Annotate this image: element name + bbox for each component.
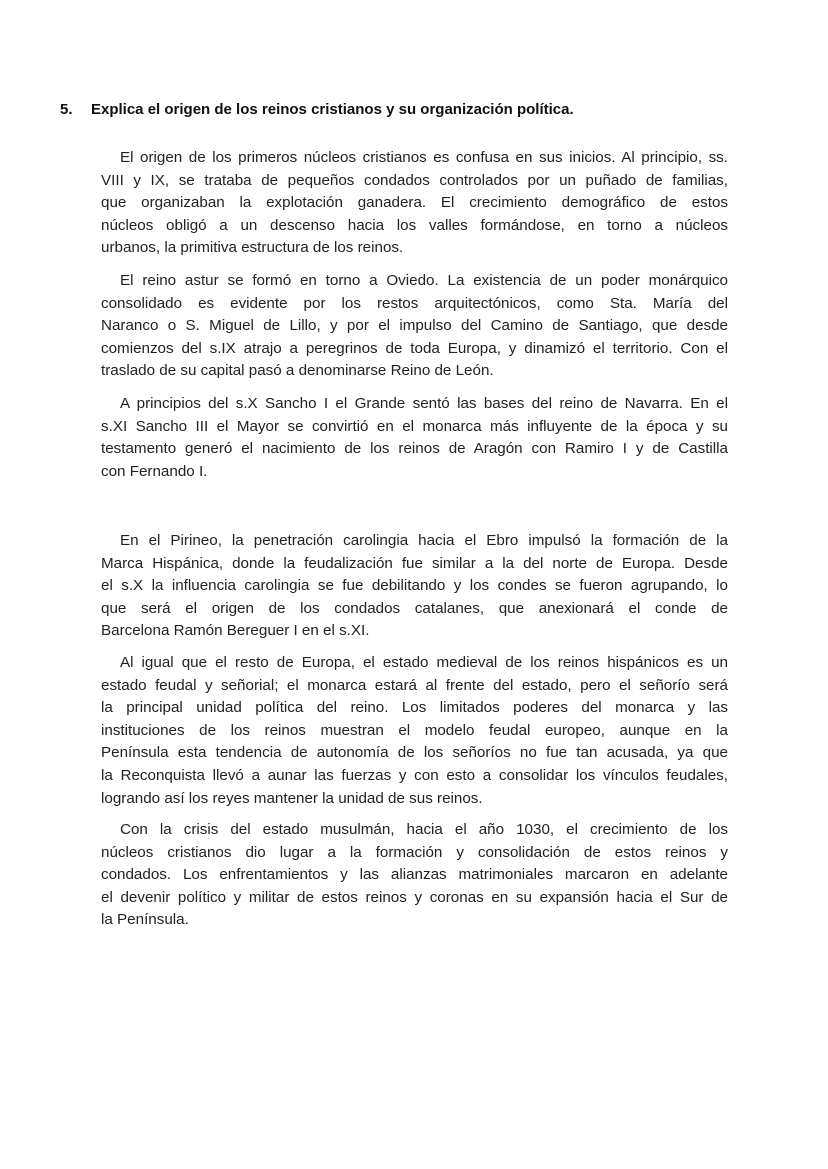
paragraph-line: Barcelona Ramón Bereguer I en el s.XI. xyxy=(101,622,370,640)
paragraph-line: con Fernando I. xyxy=(101,462,208,480)
question-heading xyxy=(60,101,760,118)
paragraph-line: consolidado es evidente por los restos arquitectónicos, como Sta. María del xyxy=(101,294,728,312)
paragraph-line: testamento generó el nacimiento de los reinos de Aragón con Ramiro I y de Castilla xyxy=(101,440,728,458)
paragraph xyxy=(101,147,728,260)
paragraph-line: Marca Hispánica, donde la feudalización fue similar a la del norte de Europa. Desde xyxy=(101,554,728,572)
paragraph-line: En el Pirineo, la penetración carolingia hacia el Ebro impulsó la formación de la xyxy=(120,532,728,549)
paragraph-line: núcleos cristianos dio lugar a la formación y consolidación de estos reinos y xyxy=(101,843,728,861)
paragraph-line: VIII y IX, se trataba de pequeños condados controlados por un puñado de familias, xyxy=(101,171,728,189)
paragraph-line: estado feudal y señorial; el monarca estará al frente del estado, pero el señorío será xyxy=(101,676,728,694)
paragraph xyxy=(101,652,728,810)
paragraph-line: urbanos, la primitiva estructura de los reinos. xyxy=(101,239,404,257)
paragraph-line: el s.X la influencia carolingia se fue debilitando y los condes se fueron agrupando, lo xyxy=(101,577,728,595)
paragraph-line: Península esta tendencia de autonomía de los señoríos no fue tan acusada, ya que xyxy=(101,744,728,762)
question-number: 5. xyxy=(60,101,73,118)
paragraph-line: condados. Los enfrentamientos y las alianzas matrimoniales marcaron en adelante xyxy=(101,866,728,884)
paragraph-line: la Reconquista llevó a aunar las fuerzas y con esto a consolidar los vínculos feudales, xyxy=(101,766,728,784)
paragraph-line: la Península. xyxy=(101,911,189,929)
paragraph-line: traslado de su capital pasó a denominarse Reino de León. xyxy=(101,362,494,380)
paragraph-line: s.XI Sancho III el Mayor se convirtió en el monarca más influyente de la época y su xyxy=(101,417,728,435)
paragraph-line: El origen de los primeros núcleos cristianos es confusa en sus inicios. Al principio, ss. xyxy=(120,149,728,166)
paragraph-line: que organizaban la explotación ganadera. El crecimiento demográfico de estos xyxy=(101,194,728,212)
paragraph-line: logrando así los reyes mantener la unidad de sus reinos. xyxy=(101,789,483,807)
paragraph-line: Naranco o S. Miguel de Lillo, y por el impulso del Camino de Santiago, que desde xyxy=(101,317,728,335)
paragraph-line: Al igual que el resto de Europa, el estado medieval de los reinos hispánicos es un xyxy=(120,654,728,671)
paragraph-line: instituciones de los reinos muestran el modelo feudal europeo, aunque en la xyxy=(101,721,728,739)
question-title: Explica el origen de los reinos cristianos y su organización política. xyxy=(91,101,574,118)
paragraph-line: Con la crisis del estado musulmán, hacia el año 1030, el crecimiento de los xyxy=(120,821,728,838)
paragraph-line: que será el origen de los condados catalanes, que anexionará el conde de xyxy=(101,599,728,617)
paragraph-line: El reino astur se formó en torno a Oviedo. La existencia de un poder monárquico xyxy=(120,272,728,289)
paragraph-line: A principios del s.X Sancho I el Grande sentó las bases del reino de Navarra. En el xyxy=(120,395,728,412)
paragraph xyxy=(101,530,728,643)
paragraph-line: el devenir político y militar de estos reinos y coronas en su expansión hacia el Sur de xyxy=(101,888,728,906)
paragraph xyxy=(101,819,728,932)
paragraph-line: núcleos obligó a un descenso hacia los valles formándose, en torno a núcleos xyxy=(101,216,728,234)
paragraph-line: comienzos del s.IX atrajo a peregrinos de toda Europa, y dinamizó el territorio. Con el xyxy=(101,339,728,357)
paragraph xyxy=(101,393,728,483)
paragraph-line: la principal unidad política del reino. Los limitados poderes del monarca y las xyxy=(101,699,728,717)
paragraph xyxy=(101,270,728,383)
